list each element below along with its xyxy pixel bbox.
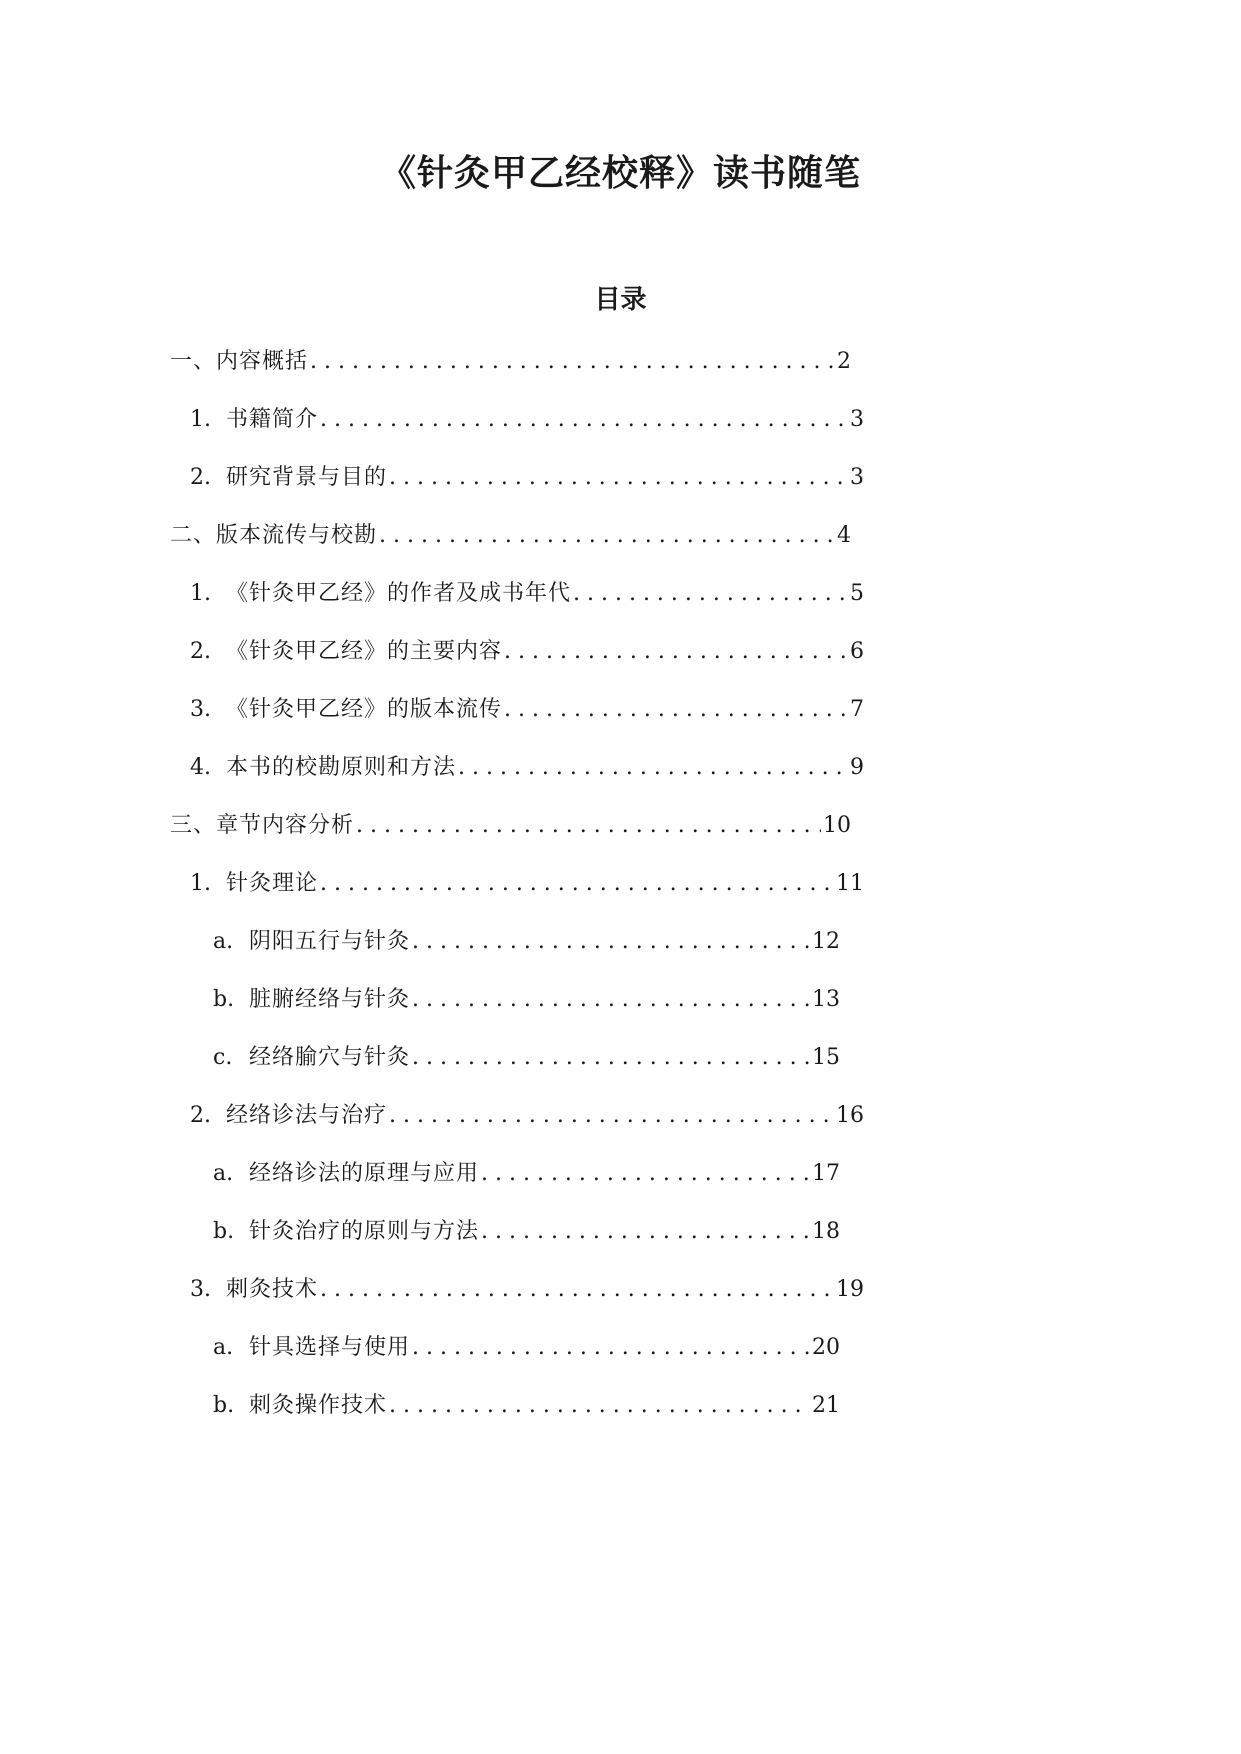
toc-dot-leader bbox=[410, 925, 810, 959]
toc-entry-page-number: 3 bbox=[850, 407, 864, 432]
toc-dot-leader bbox=[502, 693, 848, 727]
toc-entry[interactable] bbox=[190, 867, 864, 901]
toc-entry[interactable] bbox=[213, 983, 840, 1017]
toc-entry-page-number: 9 bbox=[850, 755, 864, 780]
toc-dot-leader bbox=[387, 1389, 810, 1423]
toc-entry-number: 2. bbox=[190, 639, 211, 664]
toc-dot-leader bbox=[479, 1157, 810, 1191]
toc-dot-leader bbox=[387, 1099, 834, 1133]
toc-entry-page-number: 11 bbox=[836, 871, 864, 896]
toc-entry-label: 研究背景与目的 bbox=[226, 465, 388, 490]
toc-entry-label: 三、章节内容分析 bbox=[170, 813, 355, 838]
toc-entry-page-number: 12 bbox=[812, 929, 840, 954]
toc-entry[interactable] bbox=[213, 1157, 840, 1191]
toc-entry-page-number: 13 bbox=[812, 987, 840, 1012]
toc-entry-number: b. bbox=[213, 1219, 235, 1244]
toc-entry-page-number: 3 bbox=[850, 465, 864, 490]
toc-heading: 目录 bbox=[594, 285, 647, 315]
toc-entry-page-number: 4 bbox=[837, 523, 851, 548]
toc-entry-page-number: 2 bbox=[837, 349, 851, 374]
toc-entry-number: 1. bbox=[190, 581, 211, 606]
toc-entry-label: 《针灸甲乙经》的主要内容 bbox=[226, 639, 503, 664]
toc-dot-leader bbox=[410, 983, 810, 1017]
toc-dot-leader bbox=[377, 519, 835, 553]
toc-entry-number: 1. bbox=[190, 407, 211, 432]
toc-entry-label: 脏腑经络与针灸 bbox=[249, 987, 411, 1012]
toc-dot-leader bbox=[502, 635, 848, 669]
toc-entry-page-number: 21 bbox=[812, 1393, 840, 1418]
toc-entry-number: 1. bbox=[190, 871, 211, 896]
toc-entry-label: 针灸治疗的原则与方法 bbox=[249, 1219, 480, 1244]
toc-entry[interactable] bbox=[190, 577, 864, 611]
toc-entry-number: b. bbox=[213, 987, 235, 1012]
toc-entry-label: 本书的校勘原则和方法 bbox=[226, 755, 457, 780]
toc-dot-leader bbox=[410, 1041, 810, 1075]
toc-entry-page-number: 15 bbox=[812, 1045, 840, 1070]
toc-entry[interactable] bbox=[190, 693, 864, 727]
toc-entry[interactable] bbox=[190, 461, 864, 495]
toc-entry-number: 3. bbox=[190, 1277, 211, 1302]
toc-entry-number: 3. bbox=[190, 697, 211, 722]
toc-entry[interactable] bbox=[170, 345, 851, 379]
toc-entry-label: 刺灸操作技术 bbox=[249, 1393, 388, 1418]
toc-entry-label: 针灸理论 bbox=[226, 871, 319, 896]
toc-dot-leader bbox=[571, 577, 848, 611]
toc-entry[interactable] bbox=[213, 1389, 840, 1423]
toc-entry-label: 经络腧穴与针灸 bbox=[249, 1045, 411, 1070]
toc-entry-number: 2. bbox=[190, 1103, 211, 1128]
toc-entry[interactable] bbox=[190, 1273, 864, 1307]
toc-entry-number: c. bbox=[213, 1045, 233, 1070]
toc-entry-page-number: 16 bbox=[836, 1103, 864, 1128]
toc-entry[interactable] bbox=[190, 403, 864, 437]
toc-entry-page-number: 10 bbox=[823, 813, 851, 838]
toc-entry-number: 4. bbox=[190, 755, 211, 780]
toc-entry-label: 一、内容概括 bbox=[170, 349, 309, 374]
toc-dot-leader bbox=[479, 1215, 810, 1249]
toc-entry-page-number: 19 bbox=[836, 1277, 864, 1302]
toc-dot-leader bbox=[387, 461, 848, 495]
toc-entry-label: 刺灸技术 bbox=[226, 1277, 319, 1302]
toc-entry[interactable] bbox=[213, 925, 840, 959]
toc-entry-page-number: 6 bbox=[850, 639, 864, 664]
toc-entry-label: 二、版本流传与校勘 bbox=[170, 523, 378, 548]
toc-entry[interactable] bbox=[190, 635, 864, 669]
toc-dot-leader bbox=[308, 345, 835, 379]
toc-dot-leader bbox=[318, 1273, 834, 1307]
toc-dot-leader bbox=[354, 809, 821, 843]
toc-entry-label: 《针灸甲乙经》的版本流传 bbox=[226, 697, 503, 722]
toc-entry-page-number: 17 bbox=[812, 1161, 840, 1186]
toc-entry-label: 经络诊法与治疗 bbox=[226, 1103, 388, 1128]
toc-entry-label: 阴阳五行与针灸 bbox=[249, 929, 411, 954]
toc-dot-leader bbox=[456, 751, 848, 785]
toc-entry-page-number: 5 bbox=[850, 581, 864, 606]
toc-entry-page-number: 7 bbox=[850, 697, 864, 722]
toc-dot-leader bbox=[410, 1331, 810, 1365]
toc-entry-number: 2. bbox=[190, 465, 211, 490]
toc-entry[interactable] bbox=[170, 809, 851, 843]
toc-entry-label: 经络诊法的原理与应用 bbox=[249, 1161, 480, 1186]
toc-entry[interactable] bbox=[170, 519, 851, 553]
document-title: 《针灸甲乙经校释》读书随笔 bbox=[379, 152, 861, 194]
toc-entry[interactable] bbox=[190, 1099, 864, 1133]
toc-entry-page-number: 20 bbox=[812, 1335, 840, 1360]
toc-entry-label: 书籍简介 bbox=[226, 407, 319, 432]
toc-dot-leader bbox=[318, 867, 834, 901]
toc-entry[interactable] bbox=[213, 1041, 840, 1075]
toc-entry[interactable] bbox=[190, 751, 864, 785]
toc-dot-leader bbox=[318, 403, 848, 437]
toc-entry-number: a. bbox=[213, 1161, 234, 1186]
toc-entry-label: 针具选择与使用 bbox=[249, 1335, 411, 1360]
toc-entry-number: a. bbox=[213, 929, 234, 954]
toc-entry-number: a. bbox=[213, 1335, 234, 1360]
toc-entry[interactable] bbox=[213, 1215, 840, 1249]
toc-entry-page-number: 18 bbox=[812, 1219, 840, 1244]
toc-entry[interactable] bbox=[213, 1331, 840, 1365]
toc-entry-number: b. bbox=[213, 1393, 235, 1418]
toc-entry-label: 《针灸甲乙经》的作者及成书年代 bbox=[226, 581, 572, 606]
